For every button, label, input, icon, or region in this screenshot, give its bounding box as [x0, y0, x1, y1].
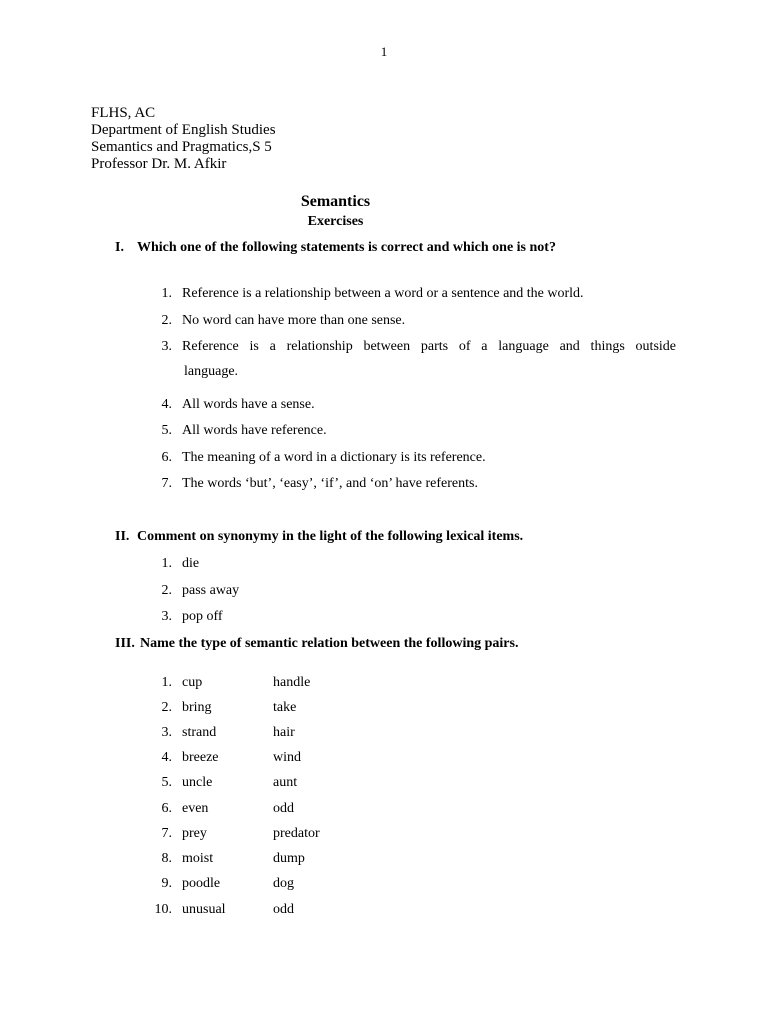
pair-word-a: uncle	[182, 775, 213, 790]
section-3-heading: Name the type of semantic relation between the following pairs.	[140, 636, 519, 651]
item-number: 1.	[161, 556, 172, 571]
item-number: 7.	[161, 826, 172, 841]
pair-word-b: odd	[273, 902, 294, 917]
item-number: 9.	[161, 876, 172, 891]
pair-word-a: prey	[182, 826, 207, 841]
statement-item: The meaning of a word in a dictionary is its reference.	[182, 450, 486, 465]
item-number: 10.	[154, 902, 172, 917]
page-title: Semantics	[300, 193, 371, 210]
statement-item: No word can have more than one sense.	[182, 313, 406, 328]
pair-word-a: poodle	[182, 876, 221, 891]
page-subtitle: Exercises	[307, 214, 364, 229]
pair-word-b: take	[273, 700, 297, 715]
item-number: 6.	[161, 450, 172, 465]
item-number: 1.	[161, 286, 172, 301]
lexical-item: pop off	[182, 609, 223, 624]
statement-item: The words ‘but’, ‘easy’, ‘if’, and ‘on’ have referents.	[182, 476, 478, 491]
item-number: 8.	[161, 851, 172, 866]
item-number: 4.	[161, 397, 172, 412]
section-3-numeral: III.	[115, 636, 135, 651]
lexical-item: die	[182, 556, 200, 571]
statement-item: All words have a sense.	[182, 397, 315, 412]
institution: FLHS, AC	[91, 105, 156, 121]
item-number: 5.	[161, 423, 172, 438]
item-number: 7.	[161, 476, 172, 491]
course: Semantics and Pragmatics,S 5	[91, 139, 272, 155]
item-number: 2.	[161, 313, 172, 328]
pair-word-b: predator	[273, 826, 320, 841]
section-1-heading: Which one of the following statements is correct and which one is not?	[137, 240, 556, 255]
pair-word-b: wind	[273, 750, 301, 765]
item-number: 1.	[161, 675, 172, 690]
statement-item: Reference is a relationship between parts of a language and things outside	[182, 339, 676, 354]
section-1-numeral: I.	[115, 240, 124, 255]
section-2-numeral: II.	[115, 529, 130, 544]
statement-item: All words have reference.	[182, 423, 327, 438]
item-number: 6.	[161, 801, 172, 816]
item-number: 4.	[161, 750, 172, 765]
pair-word-b: dump	[273, 851, 305, 866]
professor: Professor Dr. M. Afkir	[91, 156, 227, 172]
pair-word-b: aunt	[273, 775, 298, 790]
pair-word-a: cup	[182, 675, 203, 690]
pair-word-a: strand	[182, 725, 217, 740]
pair-word-b: dog	[273, 876, 294, 891]
section-2-heading: Comment on synonymy in the light of the following lexical items.	[137, 529, 524, 544]
item-number: 5.	[161, 775, 172, 790]
item-number: 3.	[161, 609, 172, 624]
lexical-item: pass away	[182, 583, 240, 598]
item-number: 3.	[161, 725, 172, 740]
pair-word-b: hair	[273, 725, 295, 740]
pair-word-a: breeze	[182, 750, 219, 765]
pair-word-a: even	[182, 801, 209, 816]
item-number: 2.	[161, 583, 172, 598]
pair-word-b: handle	[273, 675, 311, 690]
statement-item: Reference is a relationship between a word or a sentence and the world.	[182, 286, 584, 301]
pair-word-a: moist	[182, 851, 214, 866]
item-number: 2.	[161, 700, 172, 715]
pair-word-a: bring	[182, 700, 212, 715]
pair-word-a: unusual	[182, 902, 226, 917]
page-number: 1	[380, 44, 388, 59]
item-number: 3.	[161, 339, 172, 354]
statement-item-continuation: language.	[184, 364, 239, 379]
department: Department of English Studies	[91, 122, 276, 138]
pair-word-b: odd	[273, 801, 294, 816]
